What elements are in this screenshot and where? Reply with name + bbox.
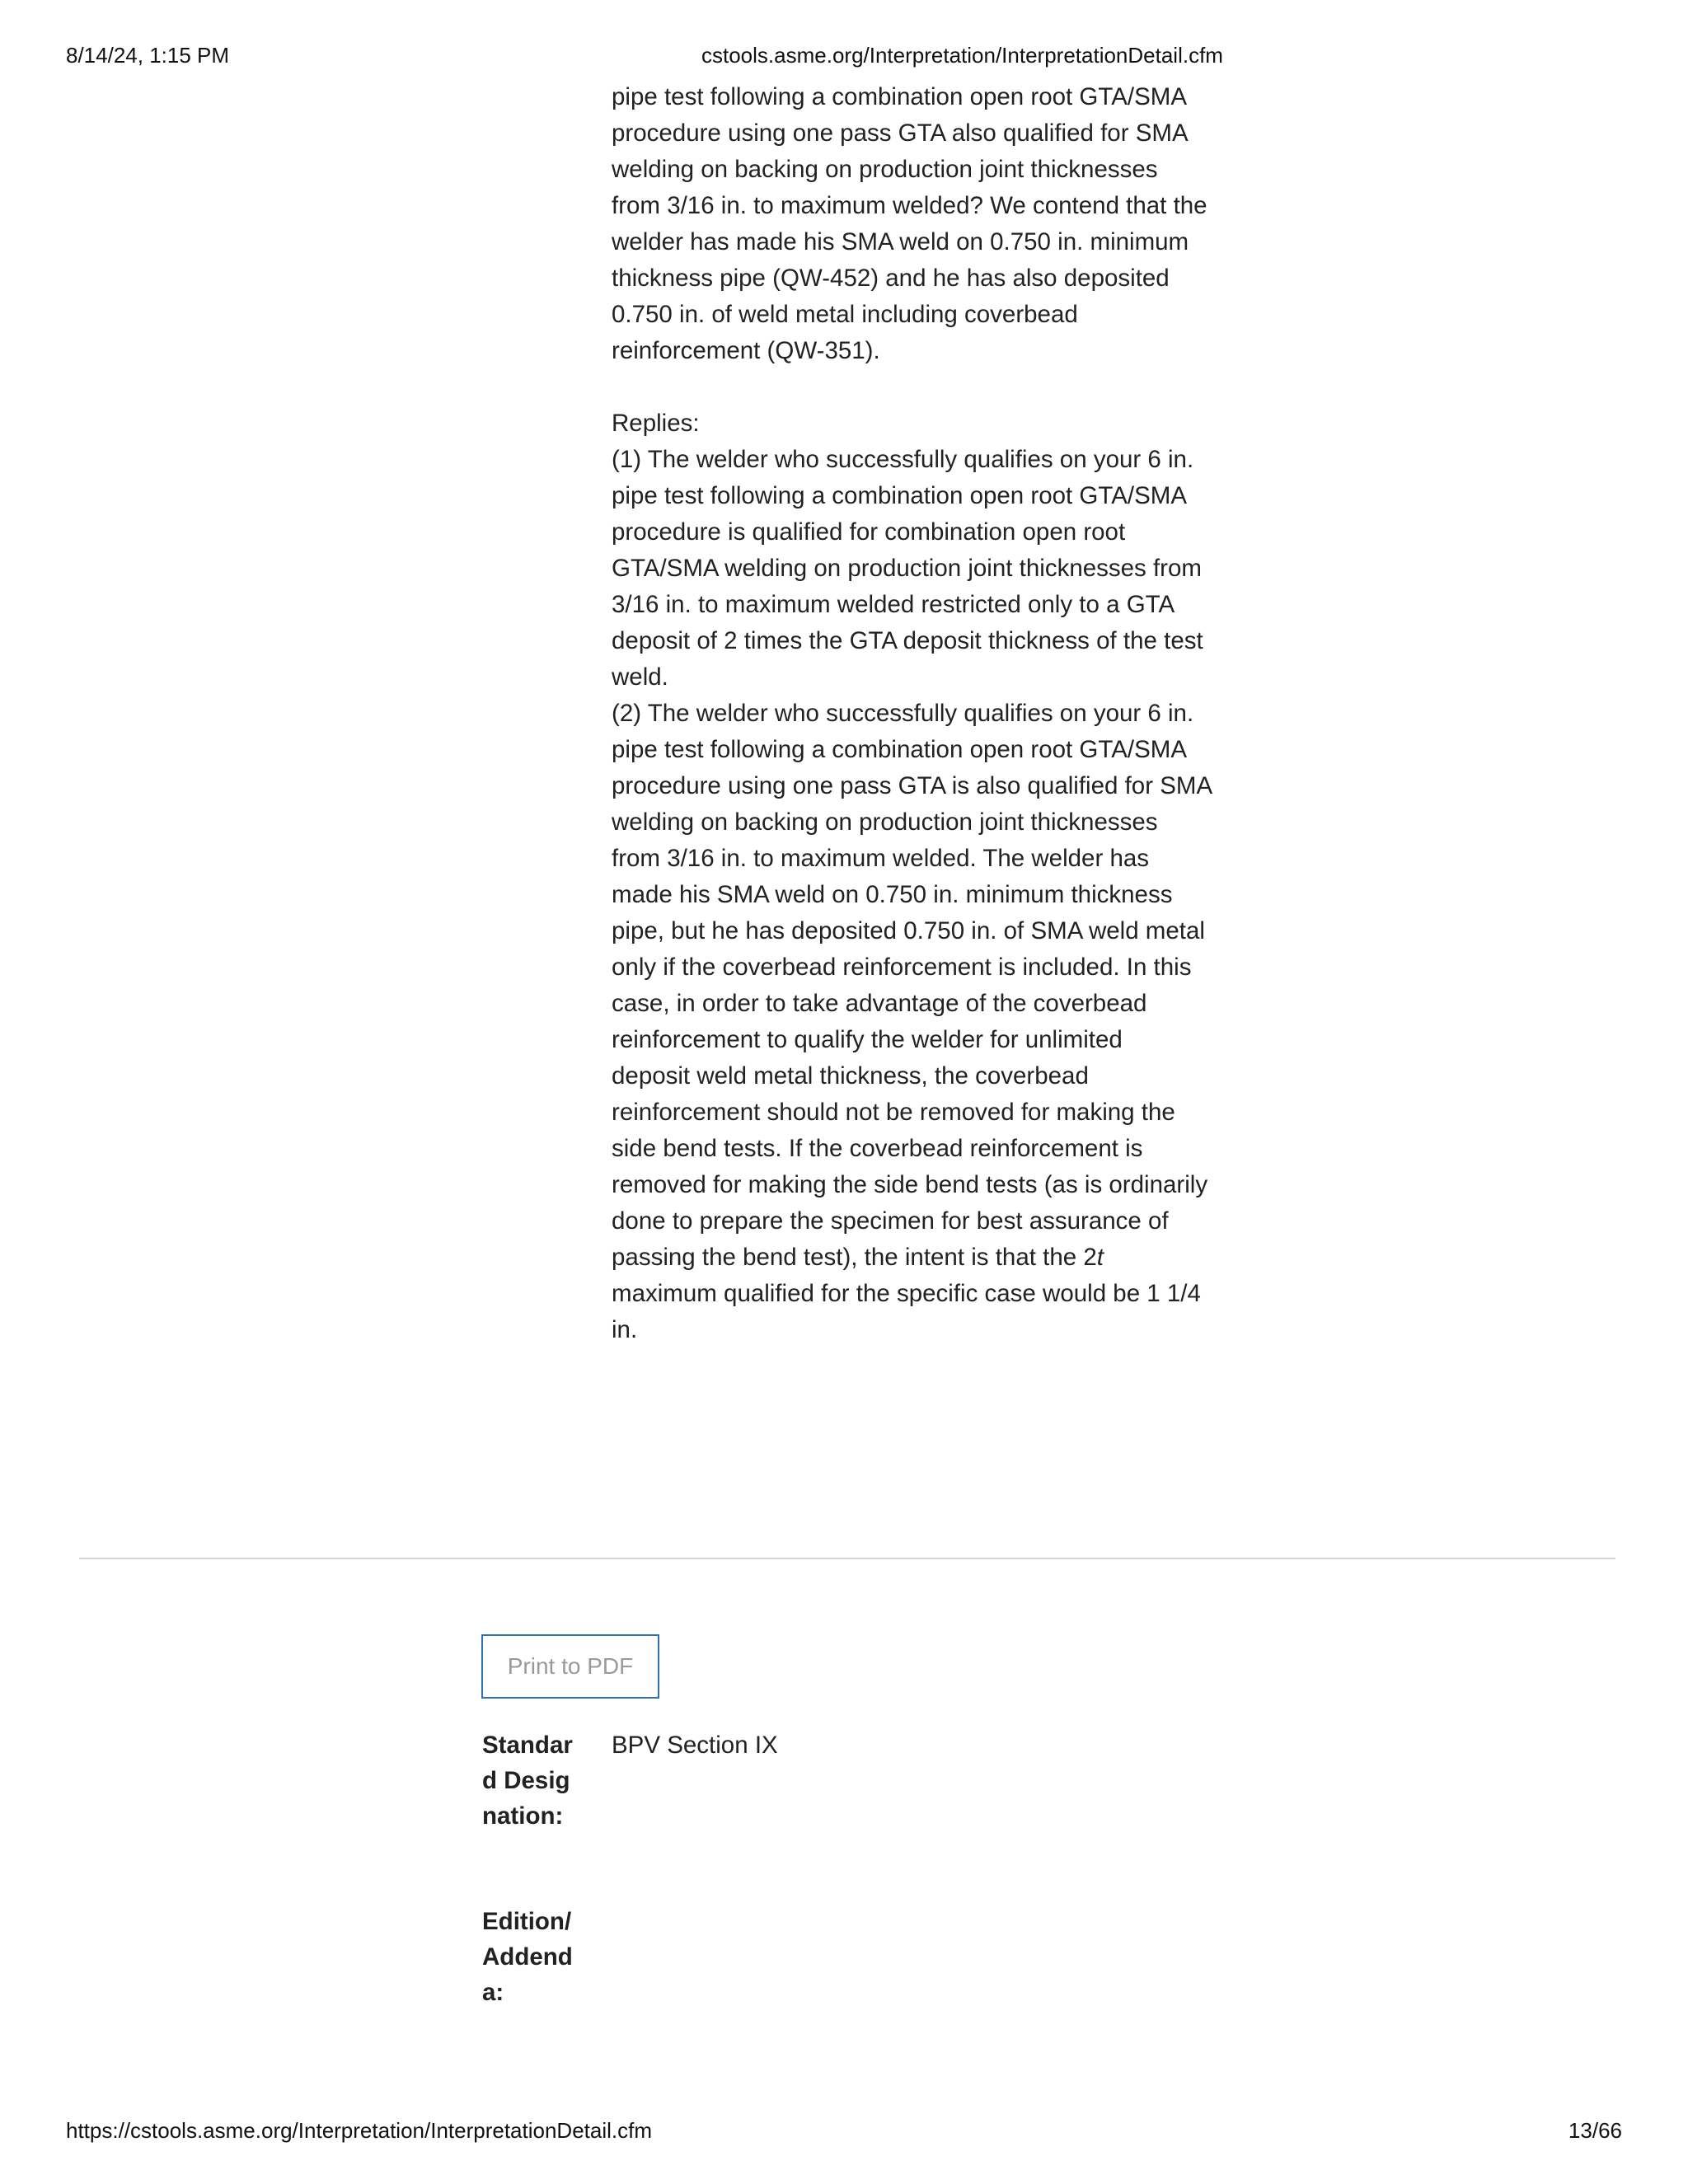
reply-line: made his SMA weld on 0.750 in. minimum thickness [612,881,1173,908]
reply-line: GTA/SMA welding on production joint thicknesses from [612,555,1202,582]
print-datetime: 8/14/24, 1:15 PM [66,43,230,68]
reply-line: 3/16 in. to maximum welded restricted only to a GTA [612,591,1175,618]
reply-line: deposit of 2 times the GTA deposit thickness of the test [612,627,1203,654]
reply-line: from 3/16 in. to maximum welded. The welder has [612,845,1150,872]
question-line: thickness pipe (QW-452) and he has also deposited [612,265,1170,292]
reply-line: procedure using one pass GTA is also qualified for SMA [612,772,1213,799]
question-line: welding on backing on production joint thicknesses [612,156,1158,183]
reply-line: (2) The welder who successfully qualifies on your 6 in. [612,700,1194,727]
reply-line: in. [612,1316,638,1343]
question-line: from 3/16 in. to maximum welded? We contend that the [612,192,1207,219]
page-number: 13/66 [1568,2118,1622,2143]
reply-line: pipe test following a combination open root GTA/SMA [612,736,1187,763]
reply-line: weld. [612,663,668,691]
question-line: reinforcement (QW-351). [612,337,880,364]
question-text [612,79,1221,369]
reply-line: pipe test following a combination open root GTA/SMA [612,482,1187,509]
section-divider [79,1558,1615,1559]
interpretation-body [612,79,1221,1348]
reply-line: procedure is qualified for combination open root [612,518,1126,546]
reply-line: welding on backing on production joint thicknesses [612,808,1158,836]
reply-line: case, in order to take advantage of the coverbead [612,990,1147,1017]
reply-line: maximum qualified for the specific case would be 1 1/4 [612,1280,1201,1307]
reply-line: side bend tests. If the coverbead reinforcement is [612,1135,1143,1162]
reply-line: reinforcement should not be removed for making the [612,1099,1175,1126]
print-to-pdf-button[interactable]: Print to PDF [481,1634,659,1699]
reply-line: done to prepare the specimen for best assurance of [612,1207,1169,1235]
replies-heading: Replies: [612,410,700,437]
reply-line: (1) The welder who successfully qualifies on your 6 in. [612,446,1194,473]
reply-line: deposit weld metal thickness, the coverbead [612,1062,1089,1090]
question-line: pipe test following a combination open root GTA/SMA [612,83,1187,110]
reply-2 [612,696,1221,1348]
reply-line-text: passing the bend test), the intent is that the 2 [612,1244,1097,1271]
question-line: procedure using one pass GTA also qualified for SMA [612,120,1189,147]
print-header-url: cstools.asme.org/Interpretation/InterpretationDetail.cfm [701,43,1223,68]
reply-line: reinforcement to qualify the welder for unlimited [612,1026,1123,1053]
thickness-variable: t [1096,1244,1104,1271]
question-line: welder has made his SMA weld on 0.750 in. minimum [612,228,1189,255]
print-footer-url: https://cstools.asme.org/Interpretation/InterpretationDetail.cfm [66,2118,653,2143]
reply-1 [612,442,1221,696]
print-header [0,43,1688,73]
question-line: 0.750 in. of weld metal including coverbead [612,301,1078,328]
reply-line: only if the coverbead reinforcement is included. In this [612,954,1192,981]
reply-line: pipe, but he has deposited 0.750 in. of SMA weld metal [612,917,1205,944]
standard-designation-value: BPV Section IX [612,1732,778,1759]
reply-line-with-variable [612,1240,1221,1276]
reply-line: removed for making the side bend tests (as is ordinarily [612,1171,1208,1198]
standard-designation-label: Standard Designation: [482,1732,573,1830]
print-footer [0,2118,1688,2148]
edition-addenda-label: Edition/Addenda: [482,1908,573,2006]
paragraph-gap [612,369,1221,405]
